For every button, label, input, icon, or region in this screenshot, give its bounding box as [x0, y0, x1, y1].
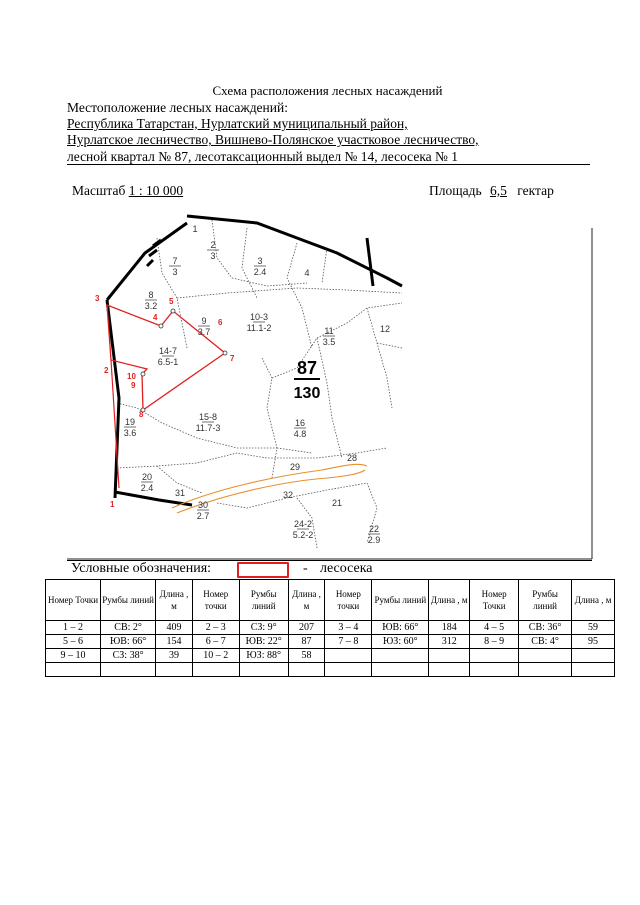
legend-label: Условные обозначения:: [71, 561, 212, 576]
document-title: Схема расположения лесных насаждений: [212, 83, 443, 98]
location-label: Местоположение лесных насаждений:: [67, 100, 288, 115]
table-row: [46, 663, 615, 677]
table-cell: 184: [429, 621, 470, 635]
table-cell: 4 – 5: [470, 621, 519, 635]
address-line-2: Нурлатское лесничество, Вишнево-Полянское участковое лесничество,: [67, 132, 479, 147]
plot-area: 6.5-1: [157, 357, 179, 367]
plot-area: 5.2-2: [292, 530, 314, 540]
plot-number: 15-8: [198, 412, 218, 422]
plot-area: 3.7: [197, 327, 211, 337]
area-row: [429, 183, 554, 199]
scale-value: 1 : 10 000: [128, 183, 184, 198]
plot-number: 1: [192, 224, 198, 234]
table-header-cell: Номер точки: [192, 580, 239, 621]
table-cell: ЮВ: 66°: [372, 621, 429, 635]
table-cell: [470, 649, 519, 663]
table-header-cell: Длина , м: [429, 580, 470, 621]
legend-swatch: [237, 562, 289, 578]
point-6-label: 6: [218, 318, 223, 327]
table-row: [46, 621, 615, 635]
table-cell: 87: [288, 635, 325, 649]
address-line-1: Республика Татарстан, Нурлатский муниципальный район,: [67, 116, 408, 131]
table-cell: [325, 663, 372, 677]
table-row: [46, 649, 615, 663]
table-header-cell: Длина , м: [572, 580, 615, 621]
plot-area: 2.4: [140, 483, 154, 493]
table-row: [46, 635, 615, 649]
forest-map: [67, 208, 595, 560]
plot-number: 16: [294, 418, 306, 428]
plot-number: 7: [172, 256, 178, 266]
legend-item: лесосека: [320, 561, 373, 576]
plot-area: 3: [172, 267, 178, 277]
plot-area: 2.9: [367, 535, 381, 545]
table-cell: [372, 649, 429, 663]
table-header-cell: Номер Точки: [470, 580, 519, 621]
plot-number: 22: [368, 524, 380, 534]
table-cell: 9 – 10: [46, 649, 101, 663]
table-cell: 59: [572, 621, 615, 635]
table-cell: [572, 663, 615, 677]
scale-label: Масштаб: [72, 183, 126, 198]
table-cell: 154: [156, 635, 193, 649]
plot-number: 29: [289, 462, 301, 472]
plot-number: 24-2: [293, 519, 313, 529]
point-2-label: 2: [104, 366, 109, 375]
point-5-label: 5: [169, 297, 174, 306]
table-header-cell: Номер точки: [325, 580, 372, 621]
plot-number: 20: [141, 472, 153, 482]
table-cell: 409: [156, 621, 193, 635]
table-cell: 2 – 3: [192, 621, 239, 635]
plot-area: 3.5: [322, 337, 336, 347]
plot-number: 28: [346, 453, 358, 463]
table-cell: 6 – 7: [192, 635, 239, 649]
table-header-cell: Номер Точки: [46, 580, 101, 621]
point-7-label: 7: [230, 354, 235, 363]
table-cell: 95: [572, 635, 615, 649]
bearings-table: [45, 579, 615, 677]
table-cell: СЗ: 38°: [101, 649, 156, 663]
table-cell: СВ: 4°: [519, 635, 572, 649]
plot-number: 3: [257, 256, 263, 266]
table-cell: ЮВ: 66°: [101, 635, 156, 649]
area-unit: гектар: [517, 183, 554, 198]
plot-number: 8: [148, 290, 154, 300]
table-header-row: [46, 580, 615, 621]
table-header-cell: Длина , м: [288, 580, 325, 621]
table-header-cell: Румбы линий: [101, 580, 156, 621]
legend-dash: -: [303, 561, 308, 576]
point-10-label: 10: [127, 372, 136, 381]
table-cell: ЮВ: 22°: [239, 635, 288, 649]
table-cell: 8 – 9: [470, 635, 519, 649]
plot-number: 32: [282, 490, 294, 500]
plot-area: 11.7-3: [195, 423, 221, 433]
table-cell: ЮЗ: 60°: [372, 635, 429, 649]
point-9-label: 9: [131, 381, 136, 390]
area-value: 6,5: [490, 183, 507, 198]
plot-area: 11.1-2: [246, 323, 272, 333]
plot-number: 14-7: [158, 346, 178, 356]
plot-area: 2.4: [253, 267, 267, 277]
plot-area: 3.2: [144, 301, 158, 311]
table-header-cell: Длина , м: [156, 580, 193, 621]
table-cell: СЗ: 9°: [239, 621, 288, 635]
table-header-cell: Румбы линий: [239, 580, 288, 621]
table-cell: 312: [429, 635, 470, 649]
plot-number: 10-3: [249, 312, 269, 322]
table-header-cell: Румбы линий: [372, 580, 429, 621]
table-cell: [429, 649, 470, 663]
scale-row: [72, 183, 183, 199]
table-cell: [429, 663, 470, 677]
plot-area: 3: [210, 251, 216, 261]
table-cell: 58: [288, 649, 325, 663]
table-header-cell: Румбы линий: [519, 580, 572, 621]
table-cell: ЮЗ: 88°: [239, 649, 288, 663]
plot-number: 30: [197, 500, 209, 510]
area-label: Площадь: [429, 183, 482, 198]
table-cell: [101, 663, 156, 677]
plot-number: 31: [174, 488, 186, 498]
table-cell: 7 – 8: [325, 635, 372, 649]
table-cell: 10 – 2: [192, 649, 239, 663]
table-cell: [46, 663, 101, 677]
plot-number: 12: [379, 324, 391, 334]
quarter-boundary: [107, 216, 402, 505]
table-cell: СВ: 36°: [519, 621, 572, 635]
table-cell: [519, 649, 572, 663]
table-cell: 1 – 2: [46, 621, 101, 635]
table-cell: [470, 663, 519, 677]
table-cell: [239, 663, 288, 677]
plot-number: 4: [304, 268, 310, 278]
table-cell: [192, 663, 239, 677]
table-cell: 39: [156, 649, 193, 663]
plot-number: 19: [124, 417, 136, 427]
address-line-3: лесной квартал № 87, лесотаксационный выдел № 14, лесосека № 1: [67, 149, 459, 164]
point-8-label: 8: [139, 410, 144, 419]
point-3-label: 3: [95, 294, 100, 303]
plot-number: 2: [210, 240, 216, 250]
table-cell: [325, 649, 372, 663]
plot-area: 3.6: [123, 428, 137, 438]
table-cell: СВ: 2°: [101, 621, 156, 635]
point-1-label: 1: [110, 500, 115, 509]
table-cell: 3 – 4: [325, 621, 372, 635]
plot-area: 2.7: [196, 511, 210, 521]
quarter-number: 87: [296, 358, 318, 378]
plot-number: 9: [201, 316, 207, 326]
table-cell: 5 – 6: [46, 635, 101, 649]
point-4-label: 4: [153, 313, 158, 322]
table-cell: 207: [288, 621, 325, 635]
plot-number: 11: [324, 326, 334, 336]
table-cell: [572, 649, 615, 663]
table-cell: [156, 663, 193, 677]
plot-number: 21: [331, 498, 343, 508]
table-cell: [288, 663, 325, 677]
quarter-area: 130: [293, 385, 321, 402]
plot-area: 4.8: [293, 429, 307, 439]
table-cell: [519, 663, 572, 677]
table-cell: [372, 663, 429, 677]
address-underline: [67, 164, 590, 165]
